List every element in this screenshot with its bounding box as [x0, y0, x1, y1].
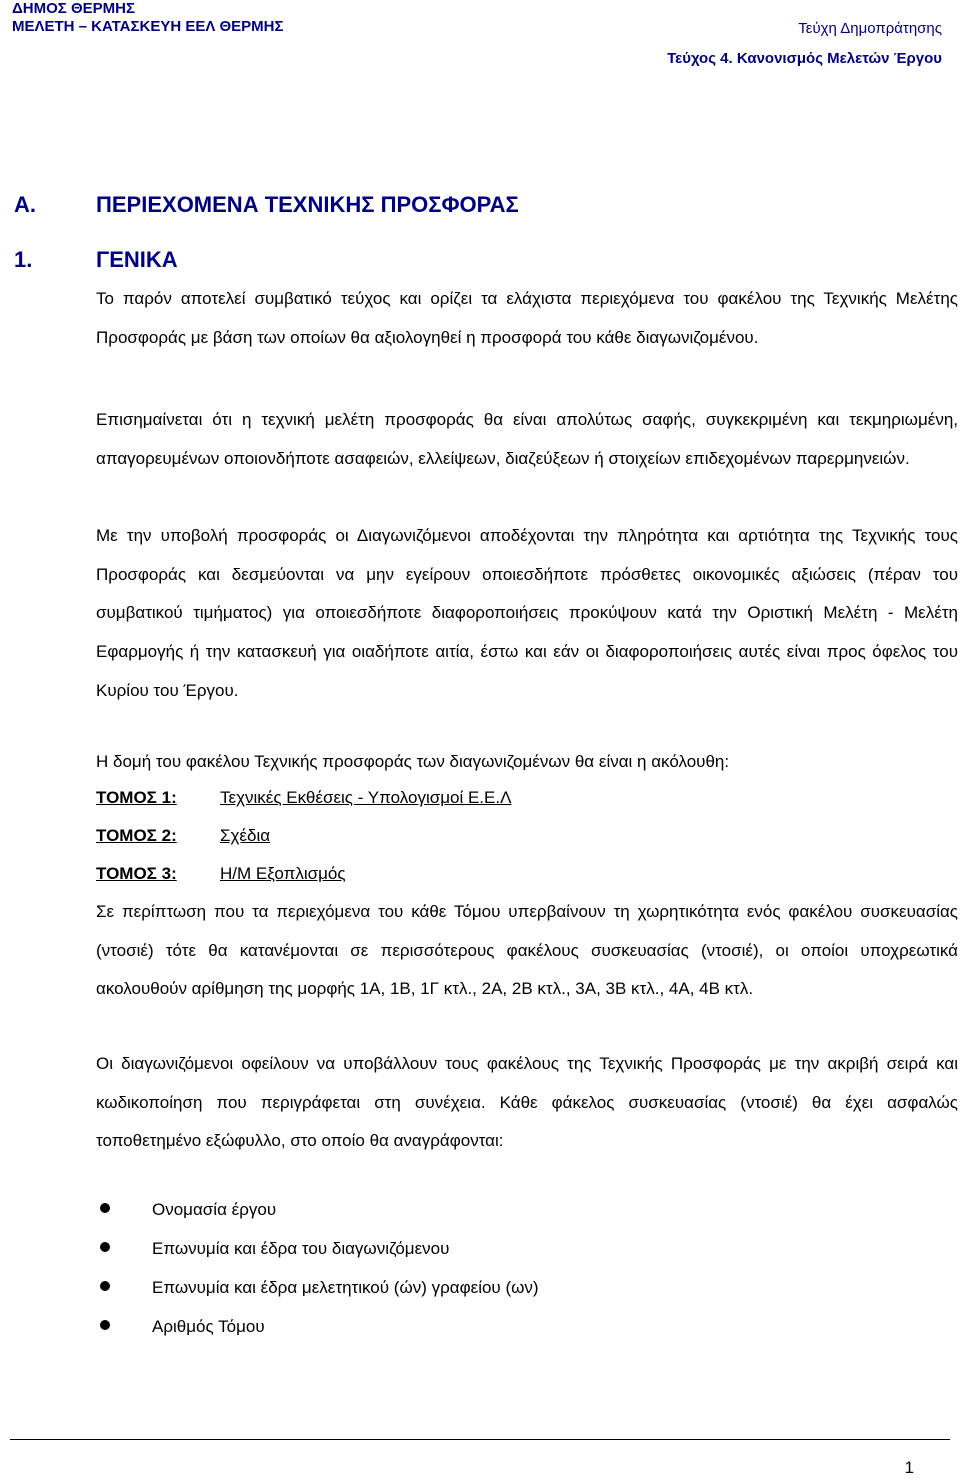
header-document-set: Τεύχη Δημοπράτησης [798, 20, 942, 37]
list-item [96, 1237, 896, 1276]
paragraph-text: Επισημαίνεται ότι η τεχνική μελέτη προσφοράς θα είναι απολύτως σαφής, συγκεκριμένη και τεκμηριωμένη, απαγορευμένων οποιονδήποτε ασαφειών, ελλείψεων, διαζεύξεων ή στοιχείων επιδεχομένων παρερμηνειών. [96, 410, 958, 468]
tome-value: Τεχνικές Εκθέσεις - Υπολογισμοί Ε.Ε.Λ [220, 788, 512, 807]
section-title: ΠΕΡΙΕΧΟΜΕΝΑ ΤΕΧΝΙΚΗΣ ΠΡΟΣΦΟΡΑΣ [96, 192, 519, 217]
section-title: ΓΕΝΙΚΑ [96, 247, 178, 272]
tome-label: ΤΟΜΟΣ 1: [96, 788, 177, 807]
tome-value: Η/Μ Εξοπλισμός [220, 864, 346, 883]
header-project: ΜΕΛΕΤΗ – ΚΑΤΑΣΚΕΥΗ ΕΕΛ ΘΕΡΜΗΣ [12, 18, 284, 35]
paragraph-text: Η δομή του φακέλου Τεχνικής προσφοράς των διαγωνιζομένων θα είναι η ακόλουθη: [96, 752, 730, 771]
list-item [96, 1276, 896, 1315]
bullet-icon [100, 1320, 110, 1330]
paragraph-text: Το παρόν αποτελεί συμβατικό τεύχος και ορίζει τα ελάχιστα περιεχόμενα του φακέλου της Τεχνικής Μελέτης Προσφοράς με βάση των οποίων θα αξιολογηθεί η προσφορά του κάθε διαγωνιζομένου. [96, 289, 958, 347]
list-item-text: Αριθμός Τόμου [152, 1317, 265, 1336]
list-item [96, 1198, 896, 1237]
paragraph-acceptance [96, 517, 958, 711]
bullet-icon [100, 1242, 110, 1252]
page-number: 1 [904, 1458, 914, 1477]
paragraph-note [96, 401, 958, 478]
footer-divider [10, 1439, 950, 1440]
paragraph-order [96, 1045, 958, 1161]
tome-label: ΤΟΜΟΣ 3: [96, 864, 177, 883]
header-municipality: ΔΗΜΟΣ ΘΕΡΜΗΣ [12, 0, 135, 17]
header-volume: Τεύχος 4. Κανονισμός Μελετών Έργου [667, 50, 942, 67]
list-item-text: Επωνυμία και έδρα μελετητικού (ών) γραφείου (ων) [152, 1278, 539, 1297]
paragraph-folders [96, 893, 958, 1009]
list-item-text: Επωνυμία και έδρα του διαγωνιζόμενου [152, 1239, 450, 1258]
tome-label: ΤΟΜΟΣ 2: [96, 826, 177, 845]
bullet-icon [100, 1203, 110, 1213]
paragraph-intro [96, 280, 958, 357]
paragraph-text: Με την υποβολή προσφοράς οι Διαγωνιζόμενοι αποδέχονται την πληρότητα και αρτιότητα της Τεχνικής τους Προσφοράς και δεσμεύονται να μην εγείρουν οποιεσδήποτε πρόσθετες οικονομικές αξιώσεις (πέραν του συμβατικού τιμήματος) για οποιεσδήποτε διαφοροποιήσεις προκύψουν κατά την Οριστική Μελέτη - Μελέτη Εφαρμογής ή την κατασκευή για οιαδήποτε αιτία, έστω και εάν οι διαφοροποιήσεις αυτές είναι προς όφελος του Κυρίου του Έργου. [96, 526, 958, 700]
bullet-icon [100, 1281, 110, 1291]
section-number: 1. [14, 247, 33, 272]
header-right [667, 14, 942, 74]
paragraph-structure [96, 743, 958, 782]
section-number: Α. [14, 192, 36, 217]
paragraph-text: Σε περίπτωση που τα περιεχόμενα του κάθε Τόμου υπερβαίνουν τη χωρητικότητα ενός φακέλου συσκευασίας (ντοσιέ) τότε θα κατανέμονται σε περισσότερους φακέλους συσκευασίας (ντοσιέ), οι οποίοι υποχρεωτικά ακολουθούν αρίθμηση της μορφής 1Α, 1Β, 1Γ κτλ., 2Α, 2Β κτλ., 3Α, 3Β κτλ., 4Α, 4Β κτλ. [96, 902, 958, 999]
cover-items-list [96, 1198, 896, 1354]
header-left [12, 0, 284, 36]
tome-value: Σχέδια [220, 826, 271, 845]
paragraph-text: Οι διαγωνιζόμενοι οφείλουν να υποβάλλουν τους φακέλους της Τεχνικής Προσφοράς με την ακριβή σειρά και κωδικοποίηση που περιγράφεται στη συνέχεια. Κάθε φάκελος συσκευασίας (ντοσιέ) θα έχει ασφαλώς τοποθετημένο εξώφυλλο, στο οποίο θα αναγράφονται: [96, 1054, 958, 1151]
list-item [96, 1315, 896, 1354]
list-item-text: Ονομασία έργου [152, 1200, 277, 1219]
